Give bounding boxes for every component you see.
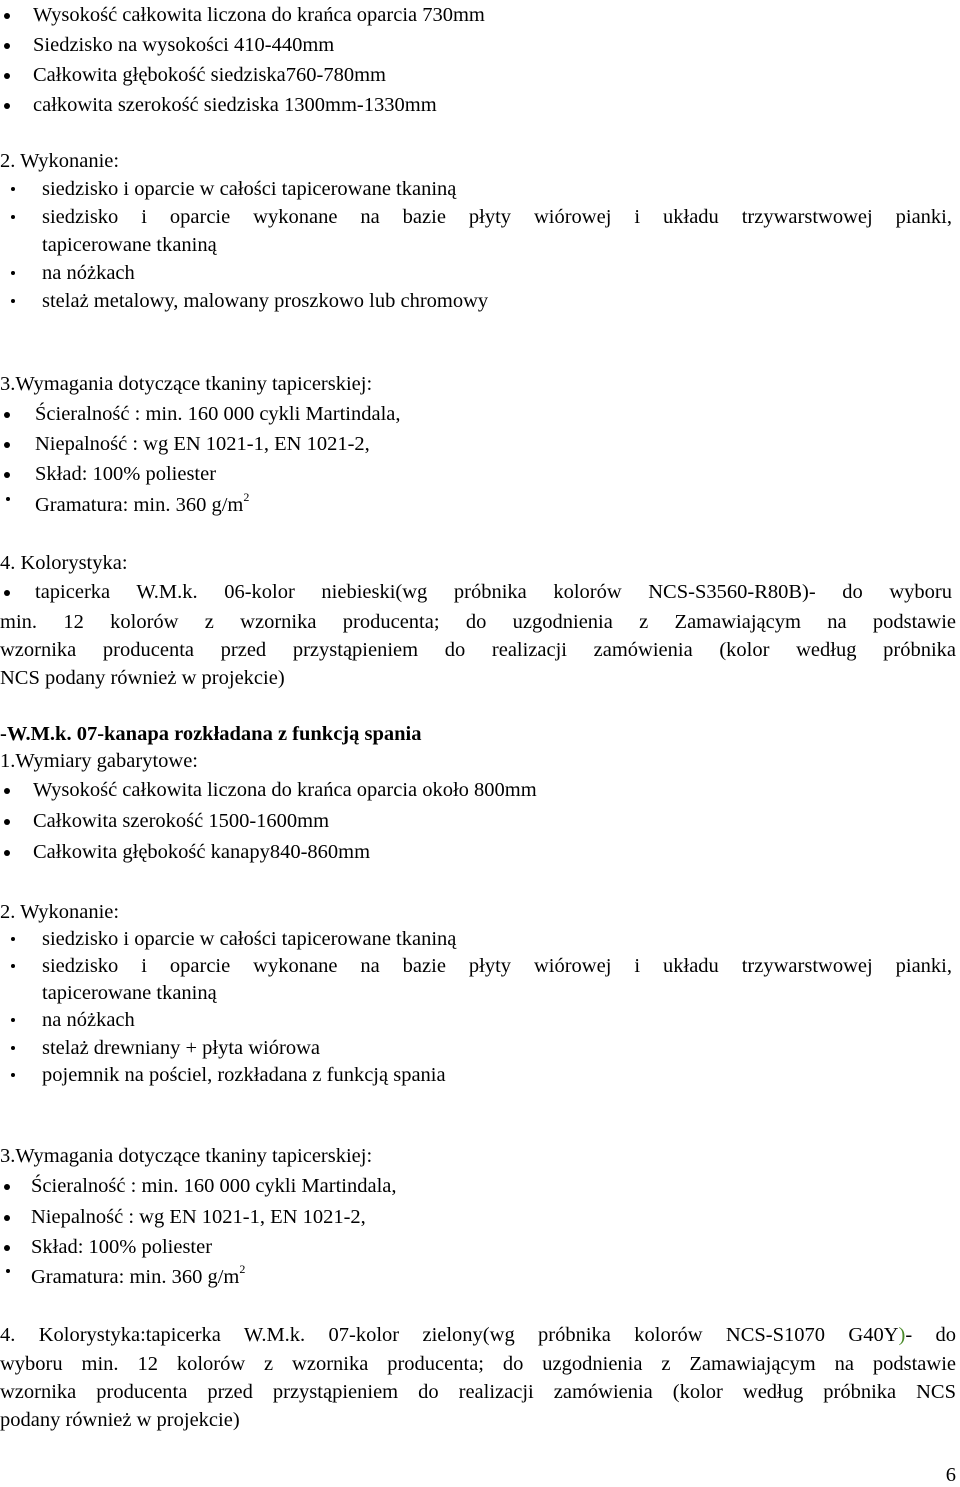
bullet-icon bbox=[4, 73, 10, 79]
bullet-icon bbox=[11, 937, 15, 941]
bullet-icon bbox=[11, 1073, 15, 1077]
section-heading: 3.Wymagania dotyczące tkaniny tapicerskiej: bbox=[0, 373, 373, 395]
bullet-icon bbox=[4, 103, 10, 109]
bullet-icon bbox=[4, 442, 10, 448]
bullet-icon bbox=[11, 215, 15, 219]
bullet-icon bbox=[11, 1046, 15, 1050]
bullet-icon bbox=[4, 1184, 10, 1190]
section-heading: 3.Wymagania dotyczące tkaniny tapicerskiej: bbox=[0, 1145, 373, 1167]
bullet-icon bbox=[4, 412, 10, 418]
bullet-icon bbox=[4, 850, 10, 856]
product-title: -W.M.k. 07-kanapa rozkładana z funkcją spania bbox=[0, 723, 422, 745]
bullet-icon bbox=[4, 43, 10, 49]
bullet-icon bbox=[11, 299, 15, 303]
bullet-icon bbox=[6, 1269, 10, 1273]
paragraph-line: wzornika producenta przed przystąpieniem do realizacji zamówienia (kolor według próbnika NCS bbox=[0, 1381, 956, 1403]
bullet-icon bbox=[4, 819, 10, 825]
bullet-icon bbox=[11, 1018, 15, 1022]
paragraph-line: 4. Kolorystyka:tapicerka W.M.k. 07-kolor zielony(wg próbnika kolorów NCS-S1070 G40Y)- do bbox=[0, 1324, 957, 1346]
paragraph-line: wyboru min. 12 kolorów z wzornika producenta; do uzgodnienia z Zamawiającym na podstawie bbox=[0, 1353, 956, 1375]
paragraph-line: NCS podany również w projekcie) bbox=[0, 667, 285, 689]
bullet-icon bbox=[4, 13, 10, 19]
bullet-icon bbox=[11, 187, 15, 191]
bullet-icon bbox=[4, 1245, 10, 1251]
paragraph-line: wzornika producenta przed przystąpieniem do realizacji zamówienia (kolor według próbnika bbox=[0, 639, 956, 661]
section-heading: 2. Wykonanie: bbox=[0, 150, 120, 172]
paragraph-line: min. 12 kolorów z wzornika producenta; do uzgodnienia z Zamawiającym na podstawie bbox=[0, 611, 956, 633]
section-heading: 2. Wykonanie: bbox=[0, 901, 120, 923]
bullet-icon bbox=[4, 590, 10, 596]
section-heading: 4. Kolorystyka: bbox=[0, 552, 128, 574]
document-page: Wysokość całkowita liczona do krańca oparcia 730mm Siedzisko na wysokości 410-440mm Całkowita głębokość siedziska760-780mm całkowita szerokość siedziska 1300mm-1330mm 2. Wykonanie: siedzisko i oparcie w całości tapicerowane tkaniną siedzisko i oparcie wykonane na bazie płyty wiórowej i układu trzywarstwowej pianki, tapicerowane tkaniną na nóżkach stelaż metalowy, malowany proszkowo lub chromowy 3.Wymagania dotyczące tkaniny tapicerskiej: Ścieralność : min. 160 000 cykli Martindala, Niepalność : wg EN 1021-1, EN 1021-2, Skład: 100% poliester Gramatura: min. 360 $g/m^2$ 4. Kolorystyka: tapicerka W.M.k. 06-kolor niebieski(wg próbnika kolorów NCS-S3560-R80B)- do wyboru min. 12 kolorów z wzornika producenta; do uzgodnienia z Zamawiającym na podstawie wzornika producenta przed przystąpieniem do realizacji zamówienia (kolor według próbnika NCS podany również w projekcie) -W.M.k. 07-kanapa rozkładana z funkcją spania 1.Wymiary gabarytowe: Wysokość całkowita liczona do krańca oparcia około 800mm Całkowita szerokość 1500-1600mm Całkowita głębokość kanapy840-860mm 2. Wykonanie: siedzisko i oparcie w całości tapicerowane tkaniną siedzisko i oparcie wykonane na bazie płyty wiórowej i układu trzywarstwowej pianki, tapicerowane tkaniną na nóżkach stelaż drewniany + płyta wiórowa pojemnik na pościel, rozkładana z funkcją spania 3.Wymagania dotyczące tkaniny tapicerskiej: Ścieralność : min. 160 000 cykli Martindala, Niepalność : wg EN 1021-1, EN 1021-2, Skład: 100% poliester Gramatura: min. 360 $g/m^2$ 4. Kolorystyka:tapicerka W.M.k. 07-kolor zielony(wg próbnika kolorów NCS-S1070 G40Y)- do wyboru min. 12 kolorów z wzornika producenta; do uzgodnienia z Zamawiającym na podstawie wzornika producenta przed przystąpieniem do realizacji zamówienia (kolor według próbnika NCS podany również w projekcie) 6 bbox=[0, 4, 957, 1486]
paragraph-line: podany również w projekcie) bbox=[0, 1409, 240, 1431]
bullet-icon bbox=[6, 497, 10, 501]
bullet-icon bbox=[11, 271, 15, 275]
bullet-icon bbox=[4, 1215, 10, 1221]
bullet-icon bbox=[4, 472, 10, 478]
page-number: 6 bbox=[945, 1464, 956, 1486]
section-heading: 1.Wymiary gabarytowe: bbox=[0, 750, 199, 772]
bullet-icon bbox=[11, 964, 15, 968]
bullet-icon bbox=[4, 788, 10, 794]
